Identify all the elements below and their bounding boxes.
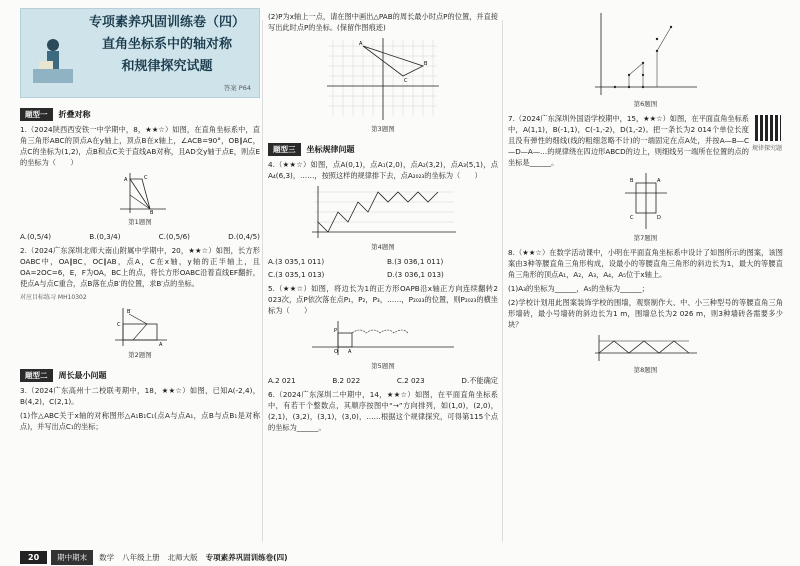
footer-edition: 北师大版 [167, 552, 198, 562]
figure-caption: 第2题图 [128, 351, 152, 359]
triangle-pattern-diagram [591, 333, 701, 363]
option-b: B.(3 036,1 011) [387, 257, 444, 266]
figure-caption: 第8题图 [633, 366, 658, 374]
question-3-sub1: (1)作△ABC关于x轴的对称图形△A₁B₁C₁(点A与点A₁，点B与点B₁是对称点)，并写出点C₁的坐标； [20, 411, 260, 431]
question-5-options [268, 375, 498, 386]
section-title: 周长最小问题 [58, 371, 107, 380]
question-5-text: 5.（★★☆）如图，将边长为1的正方形OAPB沿x轴正方向连续翻转2 023次，点P依次落在点P₁，P₂，P₃，……，P₂₀₂₃的位置，则P₂₀₂₃的横坐标为（ ） [268, 284, 498, 315]
option-d: D.(0,4/5) [228, 232, 260, 241]
qr-label: 规律探究题 [751, 145, 782, 152]
option-b: B.(0,3/4) [89, 232, 121, 241]
rolling-square-diagram [308, 319, 458, 359]
section-tag: 题型一 [20, 108, 53, 121]
question-1-options [20, 231, 260, 242]
section-title: 坐标规律问题 [306, 145, 355, 154]
reader-figure-icon [29, 31, 77, 91]
question-7-figure [508, 171, 783, 244]
option-b: B.2 022 [332, 376, 361, 385]
svg-text:B: B [424, 61, 428, 67]
svg-text:P: P [334, 328, 338, 334]
page-number: 20 [20, 551, 47, 564]
question-7-block [508, 113, 783, 168]
option-a: A.(0,5/4) [20, 232, 52, 241]
svg-text:A: A [124, 177, 128, 183]
question-6-figure [508, 11, 783, 110]
svg-text:B′: B′ [127, 309, 132, 315]
banner-title-3: 和规律探究试题 [121, 59, 213, 74]
grid-diagram [323, 36, 443, 122]
column-divider [502, 20, 503, 542]
section-heading-1 [20, 108, 260, 121]
question-5-figure [268, 319, 498, 372]
section-tag: 题型二 [20, 369, 53, 382]
section-heading-2 [20, 369, 260, 382]
section-title: 折叠对称 [58, 110, 91, 119]
column-middle [268, 8, 498, 436]
figure-caption: 第4题图 [371, 243, 395, 251]
section-tag: 题型三 [268, 143, 301, 156]
question-7-text: 7.（2024广东深圳外国语学校期中，15，★★☆）如图，在平面直角坐标系中，A(1,1)，B(-1,1)，C(-1,-2)，D(1,-2)。把一条长为2 014个单位长度且没有弹性的细线(线的粗细忽略不计)的一端固定在点A处，并按A—B—C—D—A—…的规律绕在四边形ABCD的边上，则细线另一端所在位置的点的坐标是______。 [508, 114, 749, 167]
rectangle-abcd-diagram [621, 171, 671, 231]
option-c: C.(0,5/6) [158, 232, 190, 241]
footer-brand: 期中期末 [51, 550, 93, 565]
svg-text:A: A [348, 349, 352, 355]
question-4-text: 4.（★★☆）如图，点A(0,1)，点A₁(2,0)，点A₂(3,2)，点A₃(5,1)，点A₄(6,3)，……，按照这样的规律排下去，点A₂₀₂₃的坐标为（ ） [268, 160, 498, 180]
column-left [20, 8, 260, 435]
figure-caption: 第7题图 [633, 234, 658, 242]
figure-caption: 第3题图 [371, 125, 395, 133]
svg-text:B: B [629, 178, 633, 184]
section-heading-3 [268, 143, 498, 156]
svg-text:A: A [159, 342, 163, 348]
svg-text:C: C [404, 78, 408, 84]
svg-text:C: C [117, 322, 121, 328]
question-6-text: 6.（2024广东深圳二中期中，14，★★☆）如图，在平面直角坐标系中，有若干个整数点，其顺序按图中“→”方向排列，如(1,0)，(2,0)，(2,1)，(3,2)，(3,1)，(3,0)，……根据这个规律探究，可得第115个点的坐标为______。 [268, 390, 498, 432]
question-2-note: 对应目标练习 MH10302 [20, 294, 87, 301]
svg-text:C: C [629, 215, 633, 221]
question-3-figure [268, 36, 498, 135]
figure-caption: 第6题图 [633, 100, 658, 108]
svg-text:A: A [359, 41, 363, 47]
question-4-options [268, 256, 498, 280]
question-3-text: 3.（2024广东高州十二校联考期中，18，★★☆）如图，已知A(-2,4)，B(4,2)，C(2,1)。 [20, 386, 260, 406]
column-right [508, 8, 783, 379]
staircase-points-diagram [591, 11, 701, 97]
option-c: C.2 023 [396, 376, 425, 385]
footer-grade: 八年级上册 [122, 552, 160, 562]
option-d: D.(3 036,1 013) [387, 270, 444, 279]
title-banner [20, 8, 260, 98]
option-d: D.不能确定 [461, 376, 498, 385]
question-2-figure [20, 306, 260, 361]
question-8-sub2: (2)学校计划用此图案装饰学校的围墙，观察制作大、中、小三种型号的等腰直角三角形墙砖，最小号墙砖的斜边长为1 m，围墙总长为2 026 m，则3种墙砖各需要多少块？ [508, 298, 783, 329]
option-a: A.2 021 [268, 376, 296, 385]
svg-text:C: C [144, 175, 148, 181]
question-8-sub1: (1)A₃的坐标为______，A₅的坐标为______； [508, 284, 649, 293]
qr-code-icon [755, 115, 781, 141]
svg-text:O: O [334, 349, 338, 355]
figure-caption: 第5题图 [371, 362, 395, 370]
column-divider [262, 20, 263, 542]
question-2-text: 2.（2024广东深圳北师大南山附属中学期中，20，★★☆）如图，长方形OABC中，OA∥BC，OC∥AB，点A，C在x轴，y轴的正半轴上，且OA=2OC=6，E，F为OA，BC上的点，将长方形OABC沿着直线EF翻折，使点A与点C重合，点B落在点B′的位置，求B′点的坐标。 [20, 246, 260, 288]
svg-text:A: A [656, 178, 660, 184]
question-8-figure [508, 333, 783, 376]
footer-subject: 数学 [99, 552, 115, 562]
triangle-diagram [110, 171, 170, 215]
option-c: C.(3 035,1 013) [268, 270, 325, 279]
banner-title-2: 直角坐标系中的轴对称 [101, 37, 232, 52]
svg-text:B: B [150, 210, 154, 215]
footer-title: 专项素养巩固训练卷(四) [205, 552, 288, 562]
svg-text:D: D [656, 215, 661, 221]
rectangle-fold-diagram [111, 306, 169, 348]
question-1-figure [20, 171, 260, 228]
zigzag-grid-diagram [308, 184, 458, 240]
banner-title-1: 专项素养巩固训练卷（四） [88, 15, 245, 30]
page-footer [0, 548, 800, 566]
question-1-text: 1.（2024陕西西安铁一中学期中，8，★★☆）如图，在直角坐标系中，直角三角形ABC的顶点A在y轴上，顶点B在x轴上，∠ACB=90°，OB∥AC，点C的坐标为(1,2)，点B和点C关于直线AB对称，且AD交y轴于点E，则点E的坐标为（ ） [20, 125, 260, 167]
figure-caption: 第1题图 [128, 218, 152, 226]
question-3-sub2: (2)P为x轴上一点，请在图中画出△PAB的周长最小时点P的位置，并直接写出此时点P的坐标。(保留作图痕迹) [268, 12, 498, 32]
option-a: A.(3 035,1 011) [268, 257, 325, 266]
answer-reference: 答案 P64 [223, 84, 251, 92]
question-4-figure [268, 184, 498, 253]
question-8-text: 8.（★★☆）在数学活动课中，小明在平面直角坐标系中设计了如图所示的图案，该图案由3种等腰直角三角形构成，设最小的等腰直角三角形的斜边长为1，最大的等腰直角三角形的顶点A₁，A₂，A₃，A₄，A₅位于x轴上。 [508, 248, 783, 279]
